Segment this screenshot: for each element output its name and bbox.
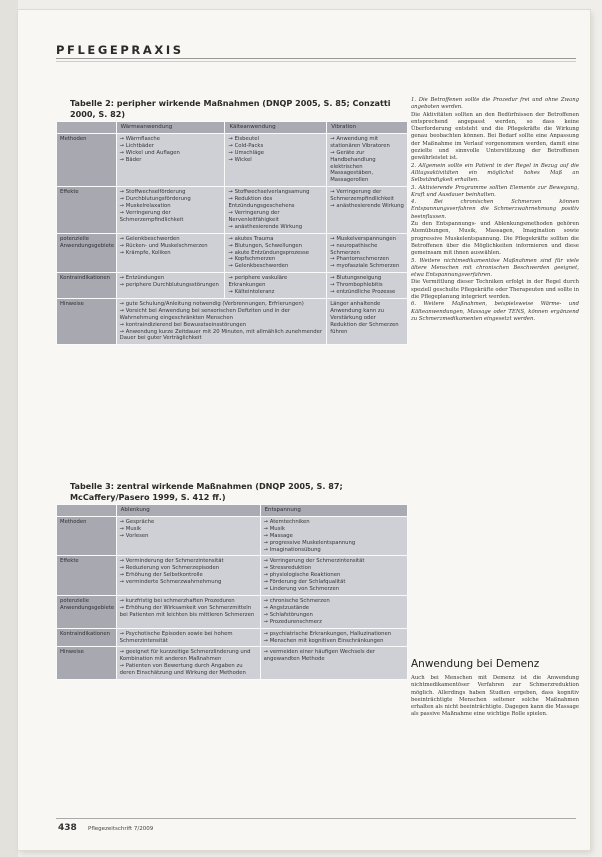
relaxation-cell — [260, 595, 407, 628]
bullet-item: → psychiatrische Erkrankungen, Halluzinationen — [264, 631, 404, 638]
bullet-item: → Linderung von Schmerzen — [264, 586, 404, 593]
warm-cell — [116, 133, 225, 186]
bullet-item: → Reduktion des Entzündungsgeschehens — [228, 196, 323, 210]
vibration-cell — [327, 187, 408, 233]
bullet-item: → akute Entzündungsprozesse — [228, 250, 323, 257]
distraction-cell — [116, 516, 260, 556]
bullet-item: → Musik — [264, 526, 404, 533]
table-3-grid — [56, 504, 408, 680]
bullet-item: → Vorlesen — [120, 533, 257, 540]
section-heading: Anwendung bei Demenz — [411, 658, 540, 670]
relaxation-cell — [260, 628, 407, 647]
paragraph: 4. Bei chronischen Schmerzen können Entspannungsverfahren die Schmerzwahrnehmung positiv beeinflussen. — [411, 199, 579, 220]
table-2-header-warm: Wärmeanwendung — [116, 122, 225, 134]
bullet-item: → Umschläge — [228, 150, 323, 157]
table-row — [57, 187, 408, 233]
distraction-cell — [116, 595, 260, 628]
paragraph: 5. Weitere nichtmedikamentöse Maßnahmen sind für viele ältere Menschen mit chronischen Beschwerden geeignet, etwa Entspannungsverfahren. — [411, 257, 579, 279]
relaxation-cell — [260, 556, 407, 596]
bullet-item: → verminderte Schmerzwahrnehmung — [120, 579, 257, 586]
bullet-item: → Reduzierung von Schmerzepisoden — [120, 565, 257, 572]
bullet-item: → Atemtechniken — [264, 519, 404, 526]
bullet-item: → Entzündungen — [120, 275, 222, 282]
bullet-item: → Erhöhung der Wirksamkeit von Schmerzmitteln bei Patienten mit leichten bis mittleren Schmerzen — [120, 605, 257, 619]
table-3-header-distraction: Ablenkung — [116, 505, 260, 517]
cold-cell — [225, 187, 327, 233]
bullet-item: → Musik — [120, 526, 257, 533]
bullet-item: → Imaginationsübung — [264, 547, 404, 554]
warm-cell — [116, 187, 225, 233]
bullet-item: → Cold-Packs — [228, 143, 323, 150]
table-row — [57, 556, 408, 596]
bullet-item: → Wickel — [228, 157, 323, 164]
bullet-item: → myofasziale Schmerzen — [330, 263, 404, 270]
bullet-item: → periphere Durchblutungsstörungen — [120, 282, 222, 289]
cold-cell — [225, 133, 327, 186]
header-rule — [56, 58, 576, 59]
remarks-cell — [116, 298, 327, 344]
right-column-text — [411, 97, 579, 323]
footer-rule — [56, 818, 576, 819]
table-row-remarks — [57, 298, 408, 344]
bullet-item: → Stressreduktion — [264, 565, 404, 572]
cold-cell — [225, 273, 327, 299]
vibration-cell — [327, 273, 408, 299]
row-header: Hinweise — [57, 647, 117, 680]
bullet-item: → Gelenkbeschwerden — [228, 263, 323, 270]
bullet-item: → Vorsicht bei Anwendung bei sensorischen Defiziten und in der Wahrnehmung eingeschränkten Menschen — [120, 308, 324, 322]
bullet-item: → Wärmflasche — [120, 136, 222, 143]
bullet-item: → anästhesierende Wirkung — [330, 203, 404, 210]
bullet-item: → Lichtbäder — [120, 143, 222, 150]
bullet-item: → Muskelverspannungen — [330, 236, 404, 243]
relaxation-cell — [260, 516, 407, 556]
bullet-item: → Verringerung der Schmerzempfindlichkeit — [120, 210, 222, 224]
table-2-grid — [56, 121, 408, 345]
bullet-item: → Schlafstörungen — [264, 612, 404, 619]
table-row — [57, 628, 408, 647]
table-3 — [56, 481, 408, 680]
table-2-caption — [56, 98, 408, 119]
table-3-header-corner — [57, 505, 117, 517]
table-2-header-corner — [57, 122, 117, 134]
bullet-item: → geeignet für kurzzeitige Schmerzlinderung und Kombination mit anderen Maßnahmen — [120, 649, 257, 663]
table-2-header-cold: Kälteanwendung — [225, 122, 327, 134]
table-row — [57, 516, 408, 556]
bullet-item: → Angstzustände — [264, 605, 404, 612]
section-body-text: Auch bei Menschen mit Demenz ist die Anwendung nichtmedikamentöser Verfahren zur Schmerzreduktion möglich. Allerdings haben Studien ergeben, dass kognitiv beeinträchtigte Menschen seltener solche Maßnahmen erhalten als nicht beeinträchtigte. Dagegen kann die Massage als passive Maßnahme eine wichtige Rolle spielen. — [411, 675, 579, 718]
bullet-item: → kurzfristig bei schmerzhaften Prozeduren — [120, 598, 257, 605]
bullet-item: → Krämpfe, Koliken — [120, 250, 222, 257]
bullet-item: → Anwendung kurze Zeitdauer mit 20 Minuten, mit allmählich zunehmender Dauer bei guter Verträglichkeit — [120, 329, 324, 343]
table-3-header-relaxation: Entspannung — [260, 505, 407, 517]
scan-margin — [0, 0, 18, 857]
bullet-item: → Muskelrelaxation — [120, 203, 222, 210]
warm-cell — [116, 273, 225, 299]
table-row — [57, 595, 408, 628]
bullet-item: → Eisbeutel — [228, 136, 323, 143]
bullet-item: → Gelenkbeschwerden — [120, 236, 222, 243]
row-header: Methoden — [57, 133, 117, 186]
bullet-item: → periphere vaskuläre Erkrankungen — [228, 275, 323, 289]
remarks-vibration-cell: Länger anhaltende Anwendung kann zu Verstärkung oder Reduktion der Schmerzen führen — [327, 298, 408, 344]
bullet-item: → akutes Trauma — [228, 236, 323, 243]
bullet-item: → Rücken- und Muskelschmerzen — [120, 243, 222, 250]
bullet-item: → Kopfschmerzen — [228, 256, 323, 263]
row-header: potenzielle Anwendungsgebiete — [57, 595, 117, 628]
page-number: 438 — [58, 823, 77, 833]
distraction-cell — [116, 628, 260, 647]
paragraph: 1. Die Betroffenen sollte die Prozedur frei und ohne Zwang angeboten werden. — [411, 97, 579, 111]
journal-name: Pflegezeitschrift 7/2009 — [88, 826, 154, 832]
bullet-item: → Durchblutungsförderung — [120, 196, 222, 203]
bullet-item: → Blutungsneigung — [330, 275, 404, 282]
bullet-item: → Prozedurenschmerz — [264, 619, 404, 626]
table-3-title: zentral wirkende Maßnahmen (DNQP 2005, S. 87; McCaffery/Pasero 1999, S. 412 ff.) — [70, 481, 343, 502]
bullet-item: → gute Schulung/Anleitung notwendig (Verbrennungen, Erfrierungen) — [120, 301, 324, 308]
bullet-item: → kontraindizierend bei Bewusstseinsstörungen — [120, 322, 324, 329]
paragraph: 6. Weitere Maßnahmen, beispielsweise Wärme- und Kälteanwendungen, Massage oder TENS, können ergänzend zu Schmerzmedikamenten eingesetzt werden. — [411, 301, 579, 322]
table-row — [57, 133, 408, 186]
bullet-item: → progressive Muskelentspannung — [264, 540, 404, 547]
bullet-item: → chronische Schmerzen — [264, 598, 404, 605]
paragraph: 3. Aktivierende Programme sollten Elemente zur Bewegung, Kraft und Ausdauer beinhalten. — [411, 184, 579, 198]
bullet-item: → Verringerung der Schmerzempfindlichkeit — [330, 189, 404, 203]
warm-cell — [116, 233, 225, 273]
bullet-item: → Phantomschmerzen — [330, 256, 404, 263]
table-2-title: peripher wirkende Maßnahmen (DNQP 2005, S. 85; Conzatti 2000, S. 82) — [70, 98, 391, 119]
bullet-item: → Anwendung mit stationären Vibratoren — [330, 136, 404, 150]
bullet-item: → Patienten von Bewertung durch Angaben zu deren Einschätzung und Wirkung der Methoden — [120, 663, 257, 677]
table-3-label: Tabelle 3: — [70, 481, 114, 491]
row-header: Effekte — [57, 187, 117, 233]
paragraph: Die Vermittlung dieser Techniken erfolgt in der Regel durch speziell geschulte Pflegekräfte oder Therapeuten und sollte in die Pflegeplanung integriert werden. — [411, 279, 579, 301]
row-header: Hinweise — [57, 298, 117, 344]
relaxation-cell — [260, 647, 407, 680]
paragraph: Zu den Entspannungs- und Ablenkungsmethoden gehören Atemübungen, Musik, Massagen, Imagination sowie progressive Muskelentspannung. Die Pflegekräfte sollten die Betroffenen über die Möglichkeiten informieren und diese gemeinsam mit ihnen auswählen. — [411, 221, 579, 257]
section-header: PFLEGEPRAXIS — [56, 43, 184, 57]
bullet-item: → anästhesierende Wirkung — [228, 224, 323, 231]
bullet-item: → Geräte zur Handbehandlung elektrischen Massagestäben, Massagerollen — [330, 150, 404, 185]
row-header: Methoden — [57, 516, 117, 556]
table-row — [57, 233, 408, 273]
bullet-item: → Blutungen, Schwellungen — [228, 243, 323, 250]
table-2-header-vibration: Vibration — [327, 122, 408, 134]
bullet-item: → Verringerung der Nervenleitfähigkeit — [228, 210, 323, 224]
table-row — [57, 273, 408, 299]
vibration-cell — [327, 233, 408, 273]
vibration-cell — [327, 133, 408, 186]
row-header: Kontraindikationen — [57, 273, 117, 299]
row-header: potenzielle Anwendungsgebiete — [57, 233, 117, 273]
paragraph: Die Aktivitäten sollten an den Bedürfnissen der Betroffenen entsprechend angepasst werden, so dass keine Überforderung entsteht und die Pflegekräfte die Wirkung genau beobachten können. Bei Bedarf sollte eine Anpassung der Maßnahme im Verlauf vorgenommen werden, damit eine gezielte und sinnvolle Unterstützung der Betroffenen gewährleistet ist. — [411, 111, 579, 162]
table-row — [57, 647, 408, 680]
bullet-item: → Thrombophlebitis — [330, 282, 404, 289]
table-3-caption — [56, 481, 408, 502]
bullet-item: → Gespräche — [120, 519, 257, 526]
distraction-cell — [116, 647, 260, 680]
bullet-item: → Menschen mit kognitiven Einschränkungen — [264, 638, 404, 645]
paragraph: 2. Allgemein sollte ein Patient in der Regel in Bezug auf die Alltagsaktivitäten ein möglichst hohes Maß an Selbständigkeit erhalten. — [411, 162, 579, 184]
row-header: Kontraindikationen — [57, 628, 117, 647]
header-rule-secondary — [56, 61, 576, 62]
bullet-item: → vermeiden einer häufigen Wechsels der angewandten Methode — [264, 649, 404, 663]
table-2 — [56, 98, 408, 345]
bullet-item: → Förderung der Schlafqualität — [264, 579, 404, 586]
bullet-item: → Verminderung der Schmerzintensität — [120, 558, 257, 565]
bullet-item: → Bäder — [120, 157, 222, 164]
bullet-item: → neuropathische Schmerzen — [330, 243, 404, 257]
bullet-item: → Wickel und Auflagen — [120, 150, 222, 157]
bullet-item: → physiologische Reaktionen — [264, 572, 404, 579]
cold-cell — [225, 233, 327, 273]
bullet-item: → Stoffwechselverlangsamung — [228, 189, 323, 196]
bullet-item: → Erhöhung der Selbstkontrolle — [120, 572, 257, 579]
table-2-label: Tabelle 2: — [70, 98, 114, 108]
bullet-item: → Verringerung der Schmerzintensität — [264, 558, 404, 565]
row-header: Effekte — [57, 556, 117, 596]
bullet-item: → Massage — [264, 533, 404, 540]
bullet-item: → entzündliche Prozesse — [330, 289, 404, 296]
bullet-item: → Kälteintoleranz — [228, 289, 323, 296]
bullet-item: → Psychotische Episoden sowie bei hohem Schmerzintensität — [120, 631, 257, 645]
distraction-cell — [116, 556, 260, 596]
bullet-item: → Stoffwechselförderung — [120, 189, 222, 196]
